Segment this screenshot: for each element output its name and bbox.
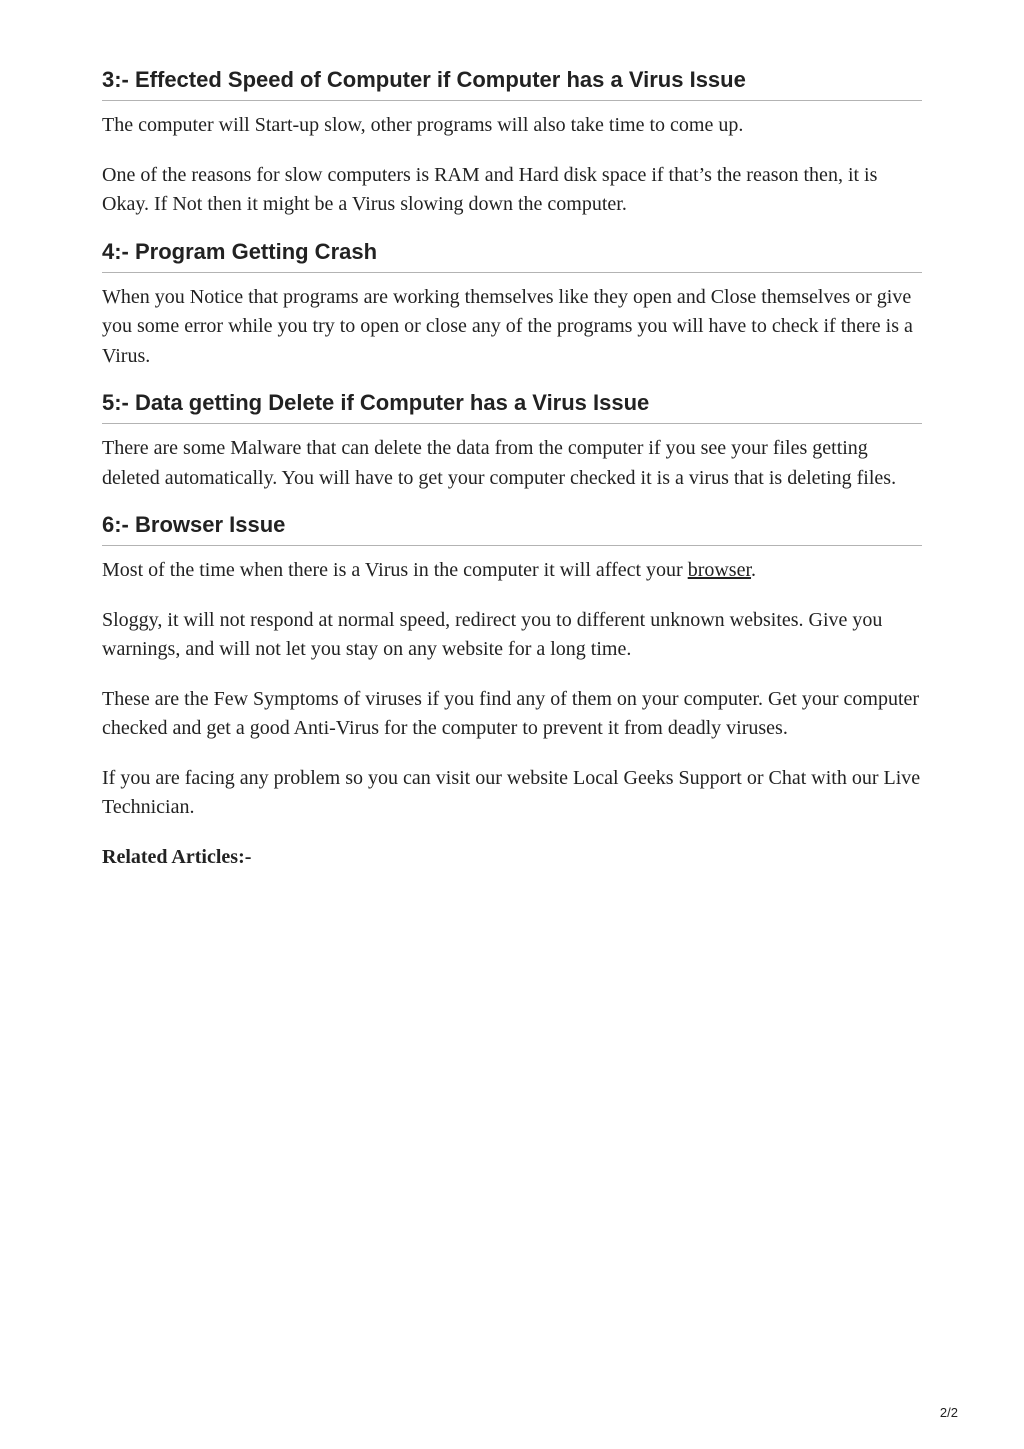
page-number: 2/2: [939, 1405, 958, 1420]
section-heading: 4:- Program Getting Crash: [102, 238, 922, 273]
paragraph-text: .: [751, 559, 757, 581]
document-page: [102, 66, 922, 892]
section-data-delete: [102, 389, 922, 493]
paragraph-with-link: [102, 556, 922, 586]
paragraph: One of the reasons for slow computers is RAM and Hard disk space if that’s the reason then, it is Okay. If Not then it might be a Virus slowing down the computer.: [102, 163, 878, 215]
related-articles-heading: Related Articles:-: [102, 845, 252, 868]
paragraph: Sloggy, it will not respond at normal speed, redirect you to different unknown websites. Give you warnings, and will not let you stay on any website for a long time.: [102, 608, 883, 660]
section-program-crash: [102, 238, 922, 372]
paragraph: If you are facing any problem so you can visit our website Local Geeks Support or Chat with our Live Technician.: [102, 766, 921, 818]
section-heading: 3:- Effected Speed of Computer if Computer has a Virus Issue: [102, 66, 922, 101]
paragraph: When you Notice that programs are working themselves like they open and Close themselves or give you some error while you try to open or close any of the programs you will have to check if there is a Virus.: [102, 285, 913, 367]
paragraph: The computer will Start-up slow, other programs will also take time to come up.: [102, 114, 744, 136]
paragraph: There are some Malware that can delete the data from the computer if you see your files getting deleted automatically. You will have to get your computer checked it is a virus that is deleting files.: [102, 437, 897, 489]
browser-link[interactable]: browser: [687, 559, 752, 581]
section-heading: 5:- Data getting Delete if Computer has a Virus Issue: [102, 389, 922, 424]
section-browser-issue: [102, 511, 922, 665]
section-effected-speed: [102, 66, 922, 220]
paragraph-text: Most of the time when there is a Virus in the computer it will affect your: [102, 559, 688, 581]
paragraph: These are the Few Symptoms of viruses if you find any of them on your computer. Get your computer checked and get a good Anti-Virus for the computer to prevent it from deadly viruses.: [102, 687, 920, 739]
closing-section: [102, 685, 922, 873]
section-heading: 6:- Browser Issue: [102, 511, 922, 546]
